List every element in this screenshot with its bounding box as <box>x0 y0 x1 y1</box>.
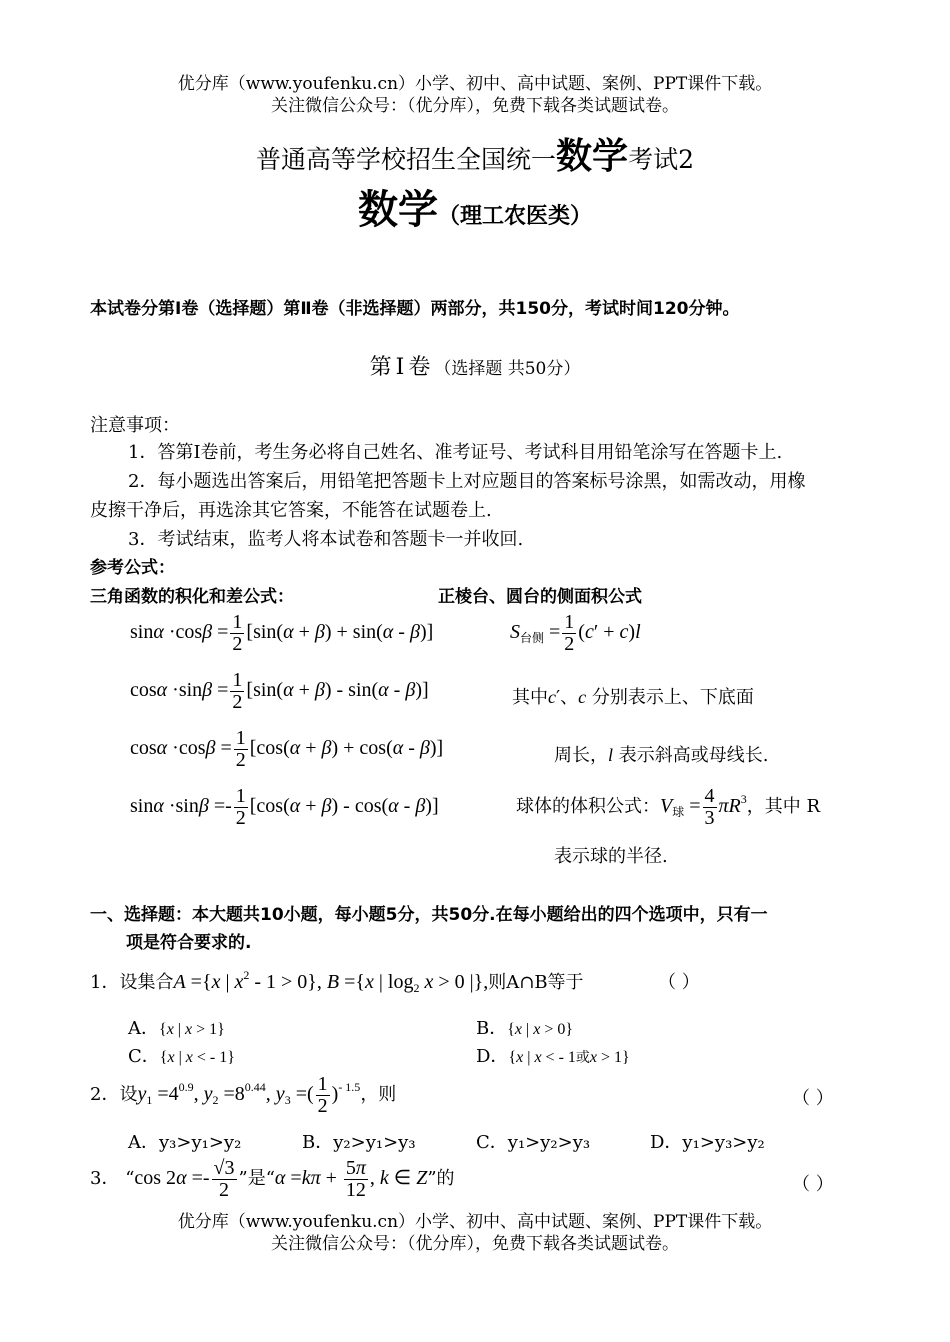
q1-option-c[interactable]: C．{x | x < - 1} <box>128 1046 235 1067</box>
question-1-tail: 则A∩B等于 <box>488 972 584 993</box>
trig-formula-1: sinα ·cosβ = $\frac{1}{2}$ [sin(α + β) + sin(α - β)] <box>130 611 434 655</box>
trig-formula-title: 三角函数的积化和差公式： <box>90 587 294 607</box>
sphere-note-2: 表示球的半径. <box>554 846 668 867</box>
question-2: 2．设$y_1 =4^{0.9}$, $y_2 =8^{0.44}$, $y_3$ =( $\frac{1}{2}$ )$^{- 1.5}$，则 <box>90 1073 397 1117</box>
question-2-num: 2．设 <box>90 1084 138 1106</box>
sphere-note: ，其中 R <box>746 796 821 818</box>
footer-line-1: 优分库（www.youfenku.cn）小学、初中、高中试题、案例、PPT课件下载。 <box>177 1212 773 1232</box>
trig-formula-3: cosα ·cosβ = $\frac{1}{2}$ [cos(α + β) + cos(α - β)] <box>130 727 444 771</box>
question-1: 1．设集合A ={x | $x^2 - 1 > 0$}, B ={x | $\log_2 x > 0$ |},则A∩B等于 <box>90 968 584 995</box>
q2-option-b[interactable]: B．y₂>y₁>y₃ <box>302 1132 416 1153</box>
question-1-paren: （ ） <box>658 972 700 993</box>
note-item-2: 2．每小题选出答案后，用铅笔把答题卡上对应题目的答案标号涂黑，如需改动，用橡 <box>128 471 806 492</box>
frustum-note-4-text: 表示斜高或母线长. <box>618 745 769 766</box>
frustum-note-2: 周长，l 表示斜高或母线长. <box>554 745 769 766</box>
part1-heading <box>0 350 950 381</box>
header-line-1: 优分库（www.youfenku.cn）小学、初中、高中试题、案例、PPT课件下载。 <box>177 74 773 94</box>
formulas-label: 参考公式： <box>90 558 175 578</box>
frustum-formula: $S_{台侧}$ = $\frac{1}{2}$ (c′ + c)l <box>510 611 641 655</box>
frustum-note-2-text: 分别表示上、下底面 <box>591 687 754 708</box>
q1-option-d-or: 或 <box>575 1051 590 1066</box>
frustum-note-1-text: 其中 <box>512 687 548 708</box>
note-item-3: 3．考试结束，监考人将本试卷和答题卡一并收回. <box>128 529 524 550</box>
q1-option-d[interactable]: D．{x | x < - 1或x > 1} <box>476 1046 630 1067</box>
q1-option-d-label: D． <box>476 1046 509 1067</box>
q2-option-d[interactable]: D．y₁>y₃>y₂ <box>650 1132 765 1153</box>
part1-heading-sub: （选择题 共50分） <box>434 359 581 379</box>
trig-formula-4: sinα ·sinβ =- $\frac{1}{2}$ [cos(α + β) - cos(α - β)] <box>130 785 439 829</box>
question-3: 3． “cos 2α =- $\frac{√3}{2}$ ”是“α =kπ + $\frac{5\pi}{12}$ , k ∈ Z”的 <box>90 1157 455 1201</box>
notes-label: 注意事项： <box>90 415 180 436</box>
question-2-paren: （ ） <box>792 1088 834 1109</box>
question-1-num: 1．设集合 <box>90 972 174 993</box>
subject-title-big: 数学 <box>357 187 438 233</box>
note-item-2-cont: 皮擦干净后，再选涂其它答案，不能答在试题卷上. <box>90 500 492 521</box>
q1-option-b-label: B． <box>476 1018 508 1039</box>
exam-title-part1: 普通高等学校招生全国统一 <box>256 145 557 174</box>
question-3-open-quote: “ <box>125 1168 135 1190</box>
question-3-num: 3． <box>90 1168 120 1190</box>
sphere-label: 球体的体积公式： <box>516 796 660 818</box>
header-line-2: 关注微信公众号：（优分库），免费下载各类试题试卷。 <box>271 96 679 116</box>
exam-intro: 本试卷分第Ⅰ卷（选择题）第Ⅱ卷（非选择题）两部分，共150分，考试时间120分钟。 <box>90 299 740 319</box>
subject-title <box>0 178 950 235</box>
subject-title-small: （理工农医类） <box>437 204 592 229</box>
part1-heading-main: 第Ⅰ卷 <box>369 355 435 380</box>
sphere-subscript: 球 <box>672 805 685 820</box>
q1-option-a-label: A． <box>128 1018 159 1039</box>
sphere-formula: 球体的体积公式：$V_球$ = $\frac{4}{3}$ $\pi R^3$，其中 R <box>516 785 821 829</box>
note-item-1: 1．答第Ⅰ卷前，考生务必将自己姓名、准考证号、考试科目用铅笔涂写在答题卡上. <box>128 442 783 463</box>
footer-line-2: 关注微信公众号：（优分库），免费下载各类试题试卷。 <box>271 1234 679 1254</box>
section1-heading-2: 项是符合要求的. <box>126 933 252 953</box>
q1-option-b[interactable]: B．{x | x > 0} <box>476 1018 574 1039</box>
trig-formula-2: cosα ·sinβ = $\frac{1}{2}$ [sin(α + β) - sin(α - β)] <box>130 669 429 713</box>
exam-title <box>0 128 950 179</box>
q1-option-c-label: C． <box>128 1046 160 1067</box>
frustum-formula-title: 正棱台、圆台的侧面积公式 <box>438 587 642 607</box>
frustum-note-3-text: 周长， <box>554 745 608 766</box>
question-2-tail: ，则 <box>360 1084 397 1106</box>
q1-option-a[interactable]: A．{x | x > 1} <box>128 1018 225 1039</box>
frustum-note-1: 其中c′、c 分别表示上、下底面 <box>512 687 754 708</box>
frustum-subscript: 台侧 <box>520 631 545 646</box>
exam-title-part2: 考试2 <box>628 145 694 174</box>
question-3-paren: （ ） <box>792 1174 834 1195</box>
q2-option-a[interactable]: A．y₃>y₁>y₂ <box>128 1132 242 1153</box>
q2-option-c[interactable]: C．y₁>y₂>y₃ <box>476 1132 591 1153</box>
section1-heading-1: 一、选择题：本大题共10小题，每小题5分，共50分.在每小题给出的四个选项中，只有一 <box>90 905 768 925</box>
exam-title-big: 数学 <box>556 136 629 177</box>
question-3-mid: ”是“ <box>238 1168 275 1190</box>
question-3-end: ”的 <box>427 1168 455 1190</box>
